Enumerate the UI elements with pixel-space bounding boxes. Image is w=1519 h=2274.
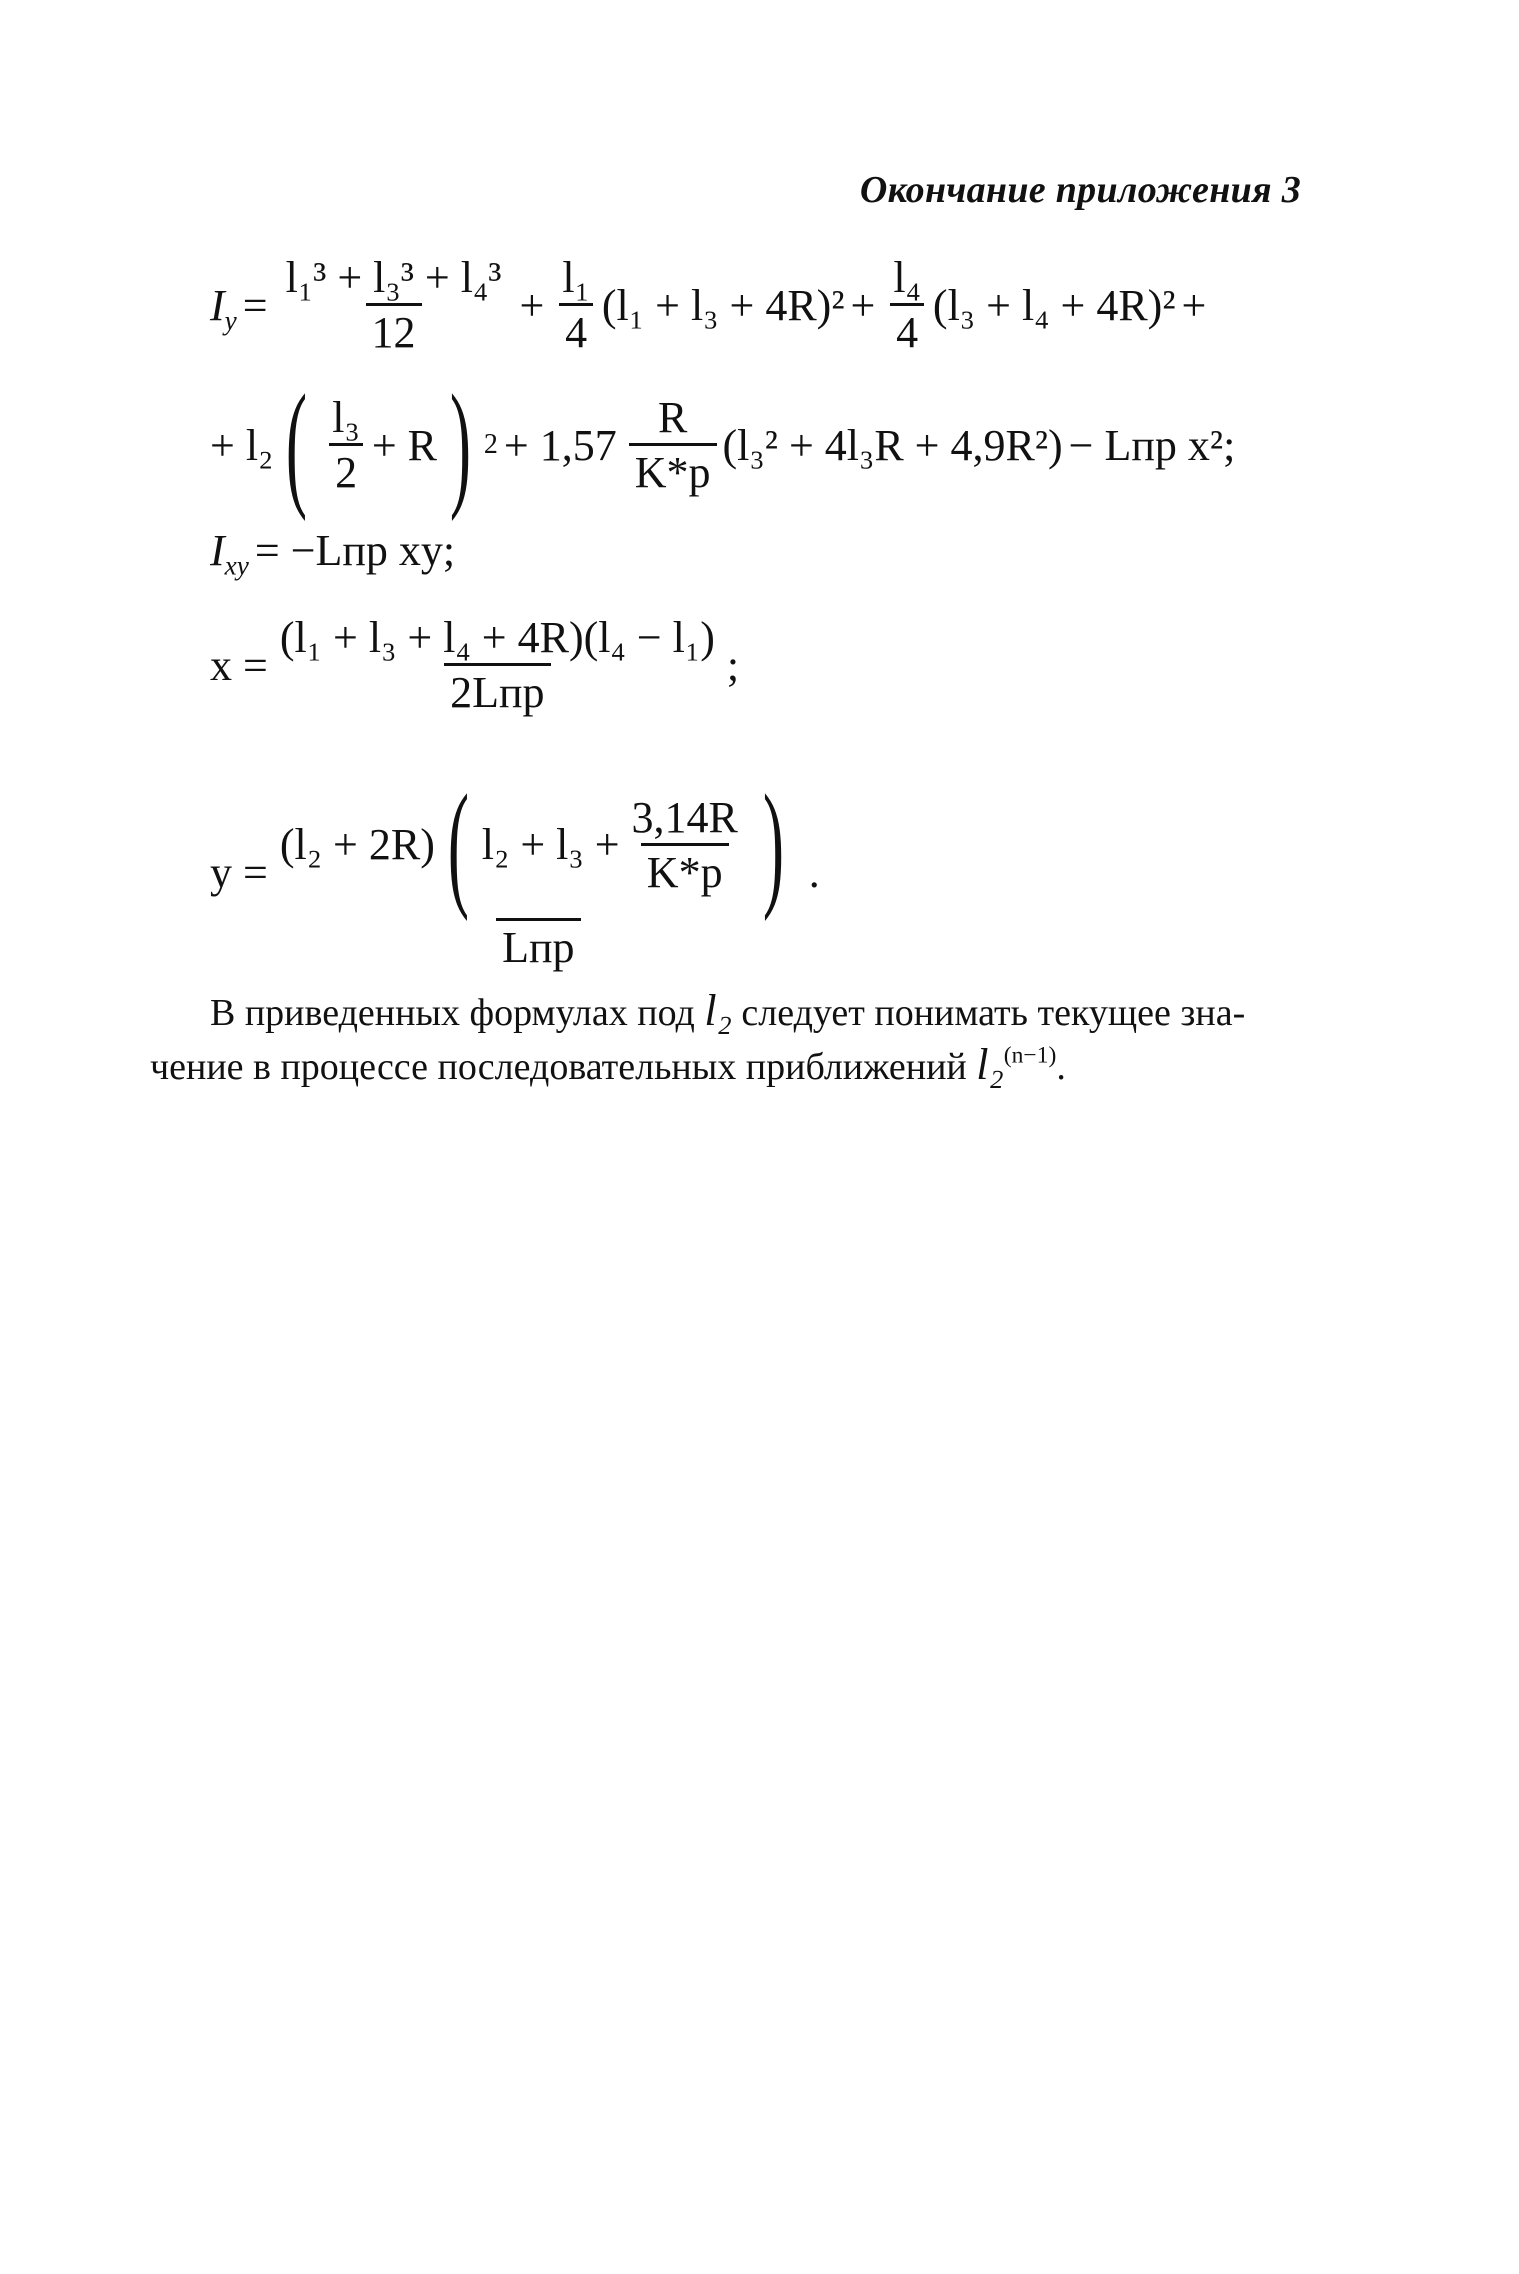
explanatory-paragraph [150, 985, 1330, 1093]
paragraph-line-2: чение в процессе последовательных приближений l₂$^{(n-1)}$. [150, 1040, 1066, 1089]
formula-ixy [210, 525, 461, 581]
iy-term1-fraction [280, 255, 508, 356]
iy-term1-denominator: 12 [366, 303, 422, 356]
formula-iy-line2: + l₂ ( $\frac{\text{l₃}}{2}$ + R ) 2 + 1,57 $\frac{R}{K*p}$ (l₃² + 4l₃R + 4,9R²) − Lпр x²; [210, 367, 1236, 522]
y-inner-fraction: $\frac{3,14R}{K*p}$ [631, 792, 738, 897]
x-numerator: (l₁ + l₃ + l₄ + 4R)(l₄ − l₁) [279, 613, 715, 662]
iy-term3-paren: (l₃ + l₄ + 4R)² [932, 281, 1176, 331]
ixy-rhs: = −Lпр xy; [254, 526, 456, 575]
iy-trailing-plus: + [1181, 281, 1207, 331]
iy-term2-paren: (l₁ + l₃ + 4R)² [601, 281, 845, 331]
iy-line2-r-over-k-fraction: $\frac{R}{K*p}$ [629, 395, 717, 496]
iy-term3-fraction: $\frac{\text{l₄}}{4}$ [887, 255, 927, 356]
y-numerator: (l₂ + 2R) ( l₂ + l₃ + $\frac{3,14R}{K*p}$ ) [279, 767, 784, 922]
iy-line2-inner-fraction: $\frac{\text{l₃}}{2}$ [326, 395, 366, 496]
iy-term1-numerator: l₁³ + l₃³ + l₄³ [285, 253, 502, 302]
x-fraction [274, 615, 721, 716]
iy-line2-tail: − Lпр x²; [1068, 420, 1236, 470]
iy-lhs: $I_y$ [210, 281, 237, 336]
formula-iy-line1: $I_y$ = $\frac{\text{l₁³ + l₃³ + l₄³}}{12}$ + $\frac{\text{l₁}}{4}$ (l₁ + l₃ + 4R)² + $\frac{\text{l₄}}{4}$ (l₃ + l₄ + 4R)² + [210, 253, 1207, 358]
formula-y: y = (l₂ + 2R) ( l₂ + l₃ + $\frac{3,14R}{K*p}$ ) Lпр . [210, 767, 820, 972]
ixy-lhs: $I_{xy}$ [210, 526, 249, 581]
y-fraction [274, 767, 803, 972]
x-denominator: 2Lпр [444, 663, 550, 716]
running-head: Окончание приложения 3 [859, 169, 1301, 211]
y-lhs: y = [210, 848, 268, 898]
formula-x: x = $\frac{\text{(l₁ + l₃ + l₄ + 4R)(l₄ − l₁)}}{\text{2Lпр}}$ ; [210, 613, 740, 718]
paragraph-line-1: В приведенных формулах под l₂ следует понимать текущее зна- [210, 986, 1246, 1035]
iy-line2-paren: (l₃² + 4l₃R + 4,9R²) [722, 420, 1063, 470]
iy-term2-fraction: $\frac{\text{l₁}}{4}$ [556, 255, 596, 356]
iy-line2-lead: + l₂ [210, 420, 274, 470]
y-denominator: Lпр [496, 918, 580, 971]
x-lhs: x = [210, 641, 268, 691]
